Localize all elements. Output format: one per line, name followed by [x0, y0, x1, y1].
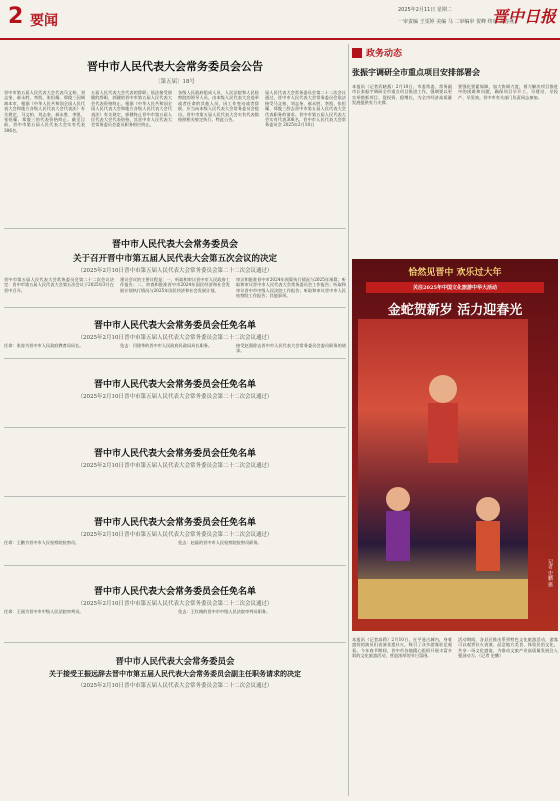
masthead-rule	[0, 38, 560, 40]
issue-date: 2025年2月11日 星期二	[398, 7, 452, 13]
left-column	[4, 44, 346, 796]
divider	[4, 307, 346, 308]
story-section	[352, 637, 558, 792]
appointment-block-5	[4, 570, 346, 638]
decision-subtitle: （2025年2月10日晋中市第五届人民代表大会常务委员会第二十二次会议通过）	[77, 268, 273, 274]
appointment-subtitle: （2025年2月10日晋中市第五届人民代表大会常务委员会第二十二次会议通过）	[77, 463, 273, 469]
newspaper-logo: 晋中日报	[492, 7, 557, 26]
news-header: 政务动态	[366, 49, 403, 59]
decision-title-2: 关于召开晋中市第五届人民代表大会第五次会议的决定	[72, 254, 277, 264]
photo-caption: 记者 史鹏 摄	[547, 559, 553, 588]
appointment-col-1: 任命：王鹏为晋中市人民检察院检察员。	[4, 540, 80, 545]
final-subtitle: （2025年2月10日晋中市第五届人民代表大会常务委员会第二十二次会议通过）	[77, 683, 273, 689]
festival-poster	[352, 259, 558, 631]
final-title-2: 关于接受王振远辞去晋中市第五届人民代表大会常务委员会副主任职务请求的决定	[49, 669, 301, 678]
poster-headline: 金蛇贺新岁 活力迎春光	[387, 303, 523, 318]
final-title: 晋中市人民代表大会常务委员会	[115, 657, 235, 667]
divider	[4, 565, 346, 566]
column-separator	[348, 44, 349, 796]
story-col-2: 活动期间，各县区推出系列特色文化旅游活动，游客可以观赏社火表演、品尝地方美食、体验民俗文化，共享一场文化盛宴，为推动文旅产业高质量发展注入强劲动力。（记者 史鹏）	[458, 637, 558, 659]
story-col-1: 本报讯（记者高莉）2月10日，在平遥古城内，身着盛装的演员们表演非遗社火，吸引了众多游客驻足观看。今年春节期间，晋中市各地精心组织开展丰富多彩的文化旅游活动，营造浓厚的节日氛围。	[352, 637, 452, 659]
poster-banner: 关注2025年中国文化旅游中华大活动	[366, 282, 544, 293]
appointment-col-1: 任命：张涛为晋中市人民政府教育局局长。	[4, 343, 84, 348]
appointment-title: 晋中市人民代表大会常务委员会任免名单	[93, 449, 256, 459]
appointment-col-2: 免去：王红梅的晋中市中级人民法院审判员职务。	[178, 609, 271, 614]
appointment-title: 晋中市人民代表大会常务委员会任免名单	[93, 380, 256, 390]
appointment-subtitle: （2025年2月10日晋中市第五届人民代表大会常务委员会第二十二次会议通过）	[77, 601, 273, 607]
divider	[4, 496, 346, 497]
divider	[4, 427, 346, 428]
notice-col-1: 晋中市第五届人民代表大会代表马文柏、刘志奎、郝永胜、李凯、张恒耀、郑俊三因调离本市，根据《中华人民共和国全国人民代表大会和地方各级人民代表大会代表法》有关规定，马文柏、刘志奎、郝永胜、李凯、张恒耀、郑俊三的代表资格终止。截至目前，晋中市第五届人民代表大会实有代表306名。	[4, 90, 85, 133]
decision-col-2: 建议会议的主要议程是：一、听取和审议晋中市人民政府工作报告；二、审查和批准晋中市2024年国民经济和社会发展计划执行情况与2025年国民经济和社会发展计划。	[120, 277, 230, 293]
appointment-col-2: 免去：赵磊的晋中市人民检察院检察员职务。	[178, 540, 262, 545]
news-section	[352, 44, 558, 259]
appointment-block-2	[4, 363, 346, 423]
notice-col-3: 各级人民政府组成人员、人民法院和人民检察院的领导人员，由本级人民代表大会选举或者任命的其他人员，因工作变动或者辞职，应当向本级人民代表大会常务委员会提出。晋中市第五届人民代表大会实有代表数按照相关规定执行。特此公告。	[178, 90, 259, 123]
appointment-subtitle: （2025年2月10日晋中市第五届人民代表大会常务委员会第二十二次会议通过）	[77, 335, 273, 341]
news-col-1: 本报讯（记者武晓燕）2月10日，市委常委、常务副市长张振宇调研全市重点项目推进工作，强调要以更实举措抓项目、促投资、稳增长，为全市经济高质量发展提供有力支撑。	[352, 84, 452, 106]
editor-credits: 一审责编 王雯婷 美编 马 二审编审 贺峰 终审 刘春燕	[398, 19, 515, 25]
decision-block	[4, 233, 346, 303]
section-title: 要闻	[30, 13, 58, 29]
news-title: 张振宇调研全市重点项目安排部署会	[352, 67, 480, 77]
divider	[4, 358, 346, 359]
appointment-col-2: 免去：闫建华的晋中市人民政府民政局局长职务。	[120, 343, 213, 348]
notice-title: 晋中市人民代表大会常务委员会公告	[87, 60, 263, 73]
appointment-subtitle: （2025年2月10日晋中市第五届人民代表大会常务委员会第二十二次会议通过）	[77, 394, 273, 400]
notice-subtitle: 〔第五届〕18号	[155, 79, 195, 85]
news-col-2: 要强化要素保障，加大协调力度，着力解决项目推进中的困难和问题，确保项目早开工、早建设、早投产、早见效。晋中市有关部门负责同志参加。	[458, 84, 558, 100]
final-decision-block	[4, 647, 346, 703]
appointment-title: 晋中市人民代表大会常务委员会任免名单	[93, 587, 256, 597]
divider	[4, 228, 346, 229]
appointment-subtitle: （2025年2月10日晋中市第五届人民代表大会常务委员会第二十二次会议通过）	[77, 532, 273, 538]
section-marker-icon	[352, 48, 362, 58]
page-number: 2	[8, 4, 24, 29]
decision-col-1: 晋中市第五届人民代表大会常务委员会第二十二次会议决定：晋中市第五届人民代表大会第五次会议于2025年3月在晋中召开。	[4, 277, 114, 293]
decision-col-3: 审议和批准晋中市2024年预算执行情况与2025年预算；听取和审议晋中市人民代表大会常务委员会工作报告；听取和审议晋中市中级人民法院工作报告；听取和审议晋中市人民检察院工作报告；其他事项。	[236, 277, 346, 299]
performers-illustration	[358, 319, 528, 619]
appointment-block-3	[4, 432, 346, 492]
appointment-col-1: 任命：王丽为晋中市中级人民法院审判员。	[4, 609, 84, 614]
divider	[4, 642, 346, 643]
appointment-col-3: 接受赵强辞去晋中市人民代表大会常务委员会委员职务的请求。	[236, 343, 346, 354]
right-column	[352, 44, 558, 796]
appointment-block-4	[4, 501, 346, 561]
appointment-block-1	[4, 312, 346, 354]
poster-line: 恰然见晋中 欢乐过大年	[408, 268, 502, 278]
decision-title: 晋中市人民代表大会常务委员会	[111, 240, 238, 250]
appointment-title: 晋中市人民代表大会常务委员会任免名单	[93, 518, 256, 528]
notice-col-4: 届人民代表大会常务委员会第二十二次会议通过，晋中市人民代表大会常务委员会依法接受马文柏、刘志奎、郝永胜、李凯、张恒耀、郑俊三辞去晋中市第五届人民代表大会代表职务的请求。晋中市第五届人民代表大会实有代表306名。晋中市人民代表大会常务委员会 2025年2月10日	[265, 90, 346, 128]
appointment-title: 晋中市人民代表大会常务委员会任免名单	[93, 321, 256, 331]
notice-block	[4, 44, 346, 224]
notice-col-2: 五届人民代表大会代表的辞职；依法接受郭健的辞职，郭健的晋中市第五届人民代表大会代表资格终止。根据《中华人民共和国全国人民代表大会和地方各级人民代表大会代表法》有关规定，郭健终止晋中市第五届人民代表大会代表资格，其晋中市人民代表大会常务委员会委员职务相应终止。	[91, 90, 172, 128]
festival-photo	[358, 319, 528, 619]
